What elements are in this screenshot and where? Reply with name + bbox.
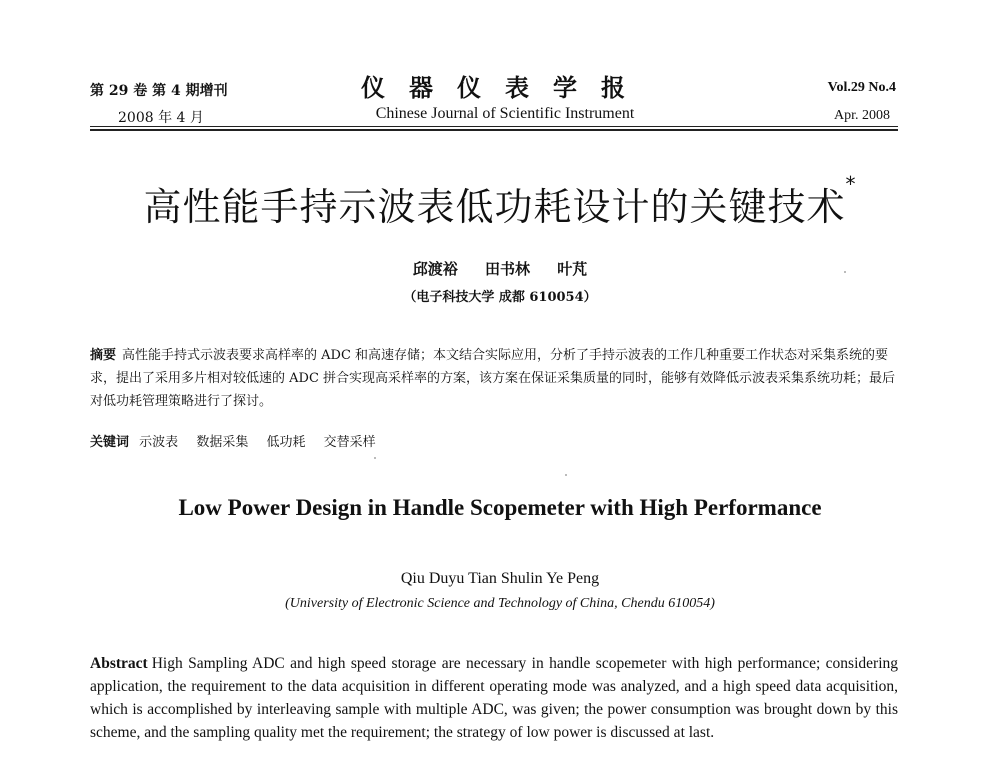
abstract-cn-text: 高性能手持式示波表要求高样率的 ADC 和高速存储；本文结合实际应用，分析了手持示波表的工作几种重要工作状态对采集系统的要求，提出了采用多片相对较低速的 ADC 拼合实现高采样率的方案，该方案在保证采集质量的同时，能够有效降低示波表采集系统功耗；最后对低功耗管理策略进行了探讨。	[90, 348, 896, 409]
keyword-cn: 示波表	[139, 435, 179, 450]
keyword-cn: 低功耗	[266, 435, 306, 450]
affiliation-en: (University of Electronic Science and Technology of China, Chendu 610054)	[285, 596, 715, 611]
header-volume-issue-en: Vol.29 No.4	[827, 80, 896, 95]
abstract-cn-label: 摘要	[90, 348, 117, 363]
header-volume-issue-cn: 第 29 卷 第 4 期增刊	[90, 83, 228, 99]
author-cn: 邱渡裕	[412, 260, 458, 278]
header-rule-thick	[90, 129, 898, 131]
authors-en: Qiu Duyu Tian Shulin Ye Peng	[400, 570, 600, 587]
title-cn-text: 高性能手持示波表低功耗设计的关键技术	[143, 185, 846, 229]
abstract-en	[90, 652, 898, 744]
header-journal-en: Chinese Journal of Scientific Instrument	[375, 105, 635, 122]
scan-speck	[565, 474, 567, 476]
keyword-cn: 数据采集	[196, 435, 249, 450]
author-cn: 叶芃	[557, 260, 588, 278]
scan-speck	[844, 271, 846, 273]
title-en: Low Power Design in Handle Scopemeter with High Performance	[178, 495, 822, 520]
abstract-en-text: High Sampling ADC and high speed storage are necessary in handle scopemeter with high performance; considering application, the requirement to the data acquisition in different operating mode was analyzed, and a high speed data acquisition, which is accomplished by interleaving sample with multiple ADC, was given; the power consumption was brought down by this scheme, and the sampling quality met the requirement; the strategy of low power is discussed at last.	[90, 655, 898, 741]
author-cn: 田书林	[484, 260, 530, 278]
header-journal-cn: 仪器仪表学报	[361, 73, 649, 102]
affiliation-cn: （电子科技大学 成都 610054）	[403, 290, 597, 305]
header-rule-thin	[90, 126, 898, 127]
keywords-cn	[90, 431, 898, 450]
title-footnote-mark: *	[845, 172, 857, 196]
authors-cn	[0, 258, 1000, 279]
title-cn	[0, 172, 1000, 231]
header-date-en: Apr. 2008	[834, 108, 890, 123]
keywords-cn-label: 关键词	[90, 435, 130, 450]
scan-speck	[374, 457, 376, 459]
keyword-cn: 交替采样	[323, 435, 376, 450]
header-date-cn: 2008 年 4 月	[118, 110, 204, 126]
abstract-cn	[90, 344, 898, 413]
abstract-en-label: Abstract	[90, 655, 148, 672]
